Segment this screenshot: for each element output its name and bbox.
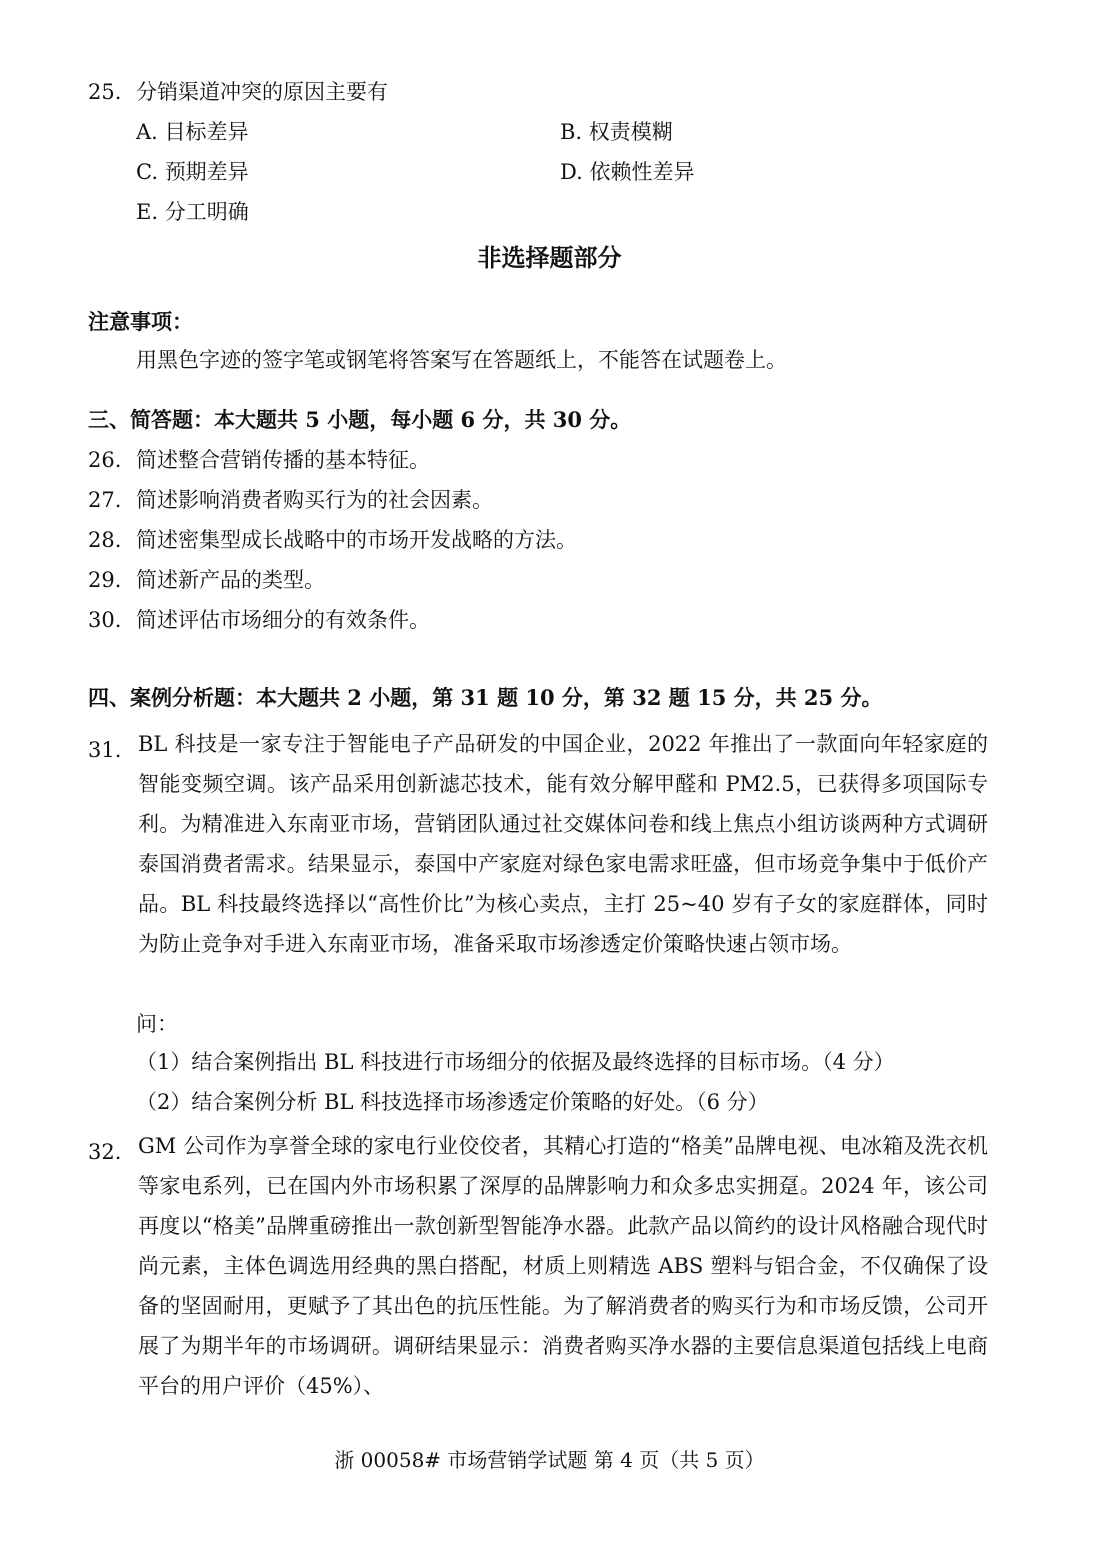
option-text: 分工明确 (164, 200, 249, 224)
notice-text: 用黑色字迹的签字笔或钢笔将答案写在答题纸上，不能答在试题卷上。 (136, 348, 787, 372)
q28 (88, 526, 577, 554)
option-text: 权责模糊 (588, 120, 673, 144)
q30 (88, 606, 430, 634)
option-text: 依赖性差异 (589, 160, 695, 184)
q27 (88, 486, 493, 514)
option-letter: B. (560, 120, 583, 144)
q25-option-a (136, 118, 249, 146)
q25-number: 25. (88, 80, 122, 104)
option-letter: A. (136, 120, 158, 144)
question-text: 简述评估市场细分的有效条件。 (136, 608, 430, 632)
q31-number: 31. (88, 738, 122, 762)
q32-text: GM 公司作为享誉全球的家电行业佼佼者，其精心打造的“格美”品牌电视、电冰箱及洗衣机等家电系列，已在国内外市场积累了深厚的品牌影响力和众多忠实拥趸。2024 年，该公司再度以“格美”品牌重磅推出一款创新型智能净水器。此款产品以简约的设计风格融合现代时尚元素，主体色调选用经典的黑白搭配，材质上则精选 ABS 塑料与铝合金，不仅确保了设备的坚固耐用，更赋予了其出色的抗压性能。为了解消费者的购买行为和市场反馈，公司开展了为期半年的市场调研。调研结果显示：消费者购买净水器的主要信息渠道包括线上电商平台的用户评价（45%）、 (138, 1134, 988, 1398)
option-text: 目标差异 (164, 120, 249, 144)
section3-heading: 三、简答题：本大题共 5 小题，每小题 6 分，共 30 分。 (88, 407, 632, 432)
q31-ask: 问： (136, 1012, 178, 1036)
question-text: 简述整合营销传播的基本特征。 (136, 448, 430, 472)
option-letter: D. (560, 160, 583, 184)
option-letter: C. (136, 160, 158, 184)
nonchoice-title: 非选择题部分 (477, 244, 622, 272)
q25-option-d (560, 158, 694, 186)
q25-option-c (136, 158, 249, 186)
question-text: 简述新产品的类型。 (136, 568, 325, 592)
notice-label: 注意事项： (88, 310, 193, 334)
q31-sub-1: （1）结合案例指出 BL 科技进行市场细分的依据及最终选择的目标市场。（4 分） (136, 1050, 895, 1074)
q25-stem (88, 78, 388, 106)
q26 (88, 446, 430, 474)
option-letter: E. (136, 200, 159, 224)
question-number: 27. (88, 488, 122, 512)
question-number: 28. (88, 528, 122, 552)
question-number: 30. (88, 608, 122, 632)
option-text: 预期差异 (164, 160, 249, 184)
page-footer: 浙 00058# 市场营销学试题 第 4 页（共 5 页） (334, 1448, 765, 1472)
q25-option-e (136, 198, 249, 226)
question-number: 26. (88, 448, 122, 472)
section4-heading: 四、案例分析题：本大题共 2 小题，第 31 题 10 分，第 32 题 15 分，共 25 分。 (88, 685, 883, 710)
q31-sub-2: （2）结合案例分析 BL 科技选择市场渗透定价策略的好处。（6 分） (136, 1090, 769, 1114)
q25-stem-text: 分销渠道冲突的原因主要有 (136, 80, 388, 104)
q29 (88, 566, 325, 594)
question-text: 简述影响消费者购买行为的社会因素。 (136, 488, 493, 512)
q31-text: BL 科技是一家专注于智能电子产品研发的中国企业，2022 年推出了一款面向年轻家庭的智能变频空调。该产品采用创新滤芯技术，能有效分解甲醛和 PM2.5，已获得多项国际专利。为精准进入东南亚市场，营销团队通过社交媒体问卷和线上焦点小组访谈两种方式调研泰国消费者需求。结果显示，泰国中产家庭对绿色家电需求旺盛，但市场竞争集中于低价产品。BL 科技最终选择以“高性价比”为核心卖点，主打 25~40 岁有子女的家庭群体，同时为防止竞争对手进入东南亚市场，准备采取市场渗透定价策略快速占领市场。 (138, 732, 988, 956)
q25-option-b (560, 118, 673, 146)
question-number: 29. (88, 568, 122, 592)
q32-number: 32. (88, 1140, 122, 1164)
question-text: 简述密集型成长战略中的市场开发战略的方法。 (136, 528, 577, 552)
